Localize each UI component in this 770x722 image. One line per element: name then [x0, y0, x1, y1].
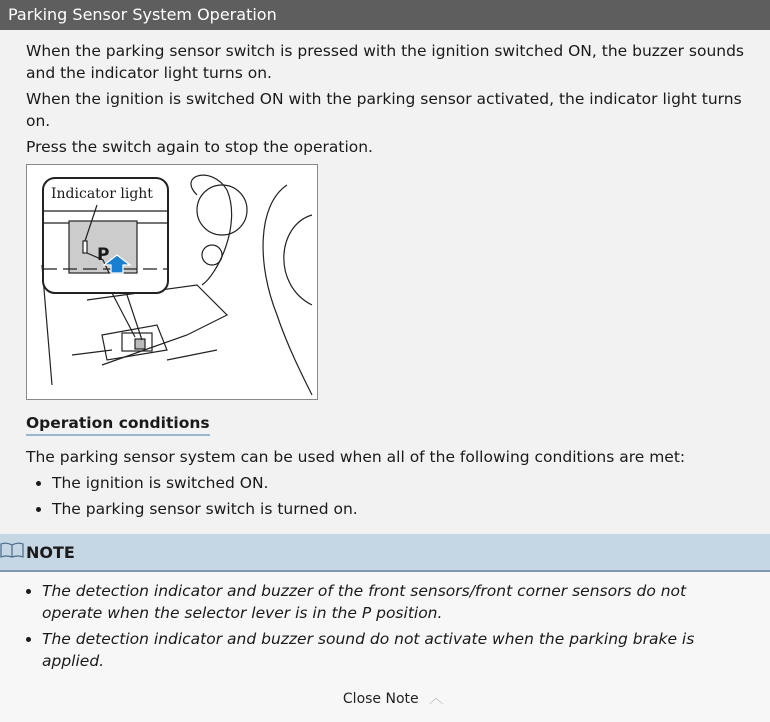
intro-paragraph: Press the switch again to stop the operation.	[26, 138, 373, 156]
list-item: • The ignition is switched ON.	[52, 472, 744, 494]
intro-paragraph: When the parking sensor switch is pressed with the ignition switched ON, the buzzer sounds and the indicator light turns on.	[26, 42, 745, 82]
section-title: Parking Sensor System Operation	[8, 5, 277, 24]
indicator-light-label: Indicator light	[51, 186, 153, 202]
section-title-bar	[0, 0, 770, 30]
conditions-list	[26, 472, 744, 520]
note-header	[0, 534, 770, 572]
parking-sensor-switch-illustration	[26, 164, 318, 400]
conditions-lead: The parking sensor system can be used when all of the following conditions are met:	[26, 448, 686, 466]
note-item: • The detection indicator and buzzer of the front sensors/front corner sensors do not operate when the selector lever is in the P position.	[42, 580, 744, 624]
operation-conditions-heading: Operation conditions	[26, 412, 210, 436]
note-title: NOTE	[26, 542, 75, 562]
chevron-up-icon: ︿	[429, 691, 444, 707]
close-note-button[interactable]	[42, 676, 744, 722]
list-item: • The parking sensor switch is turned on.	[52, 498, 744, 520]
note-item: • The detection indicator and buzzer sound do not activate when the parking brake is applied.	[42, 628, 744, 672]
p-switch-symbol: P	[97, 245, 110, 265]
note-list	[42, 580, 744, 672]
intro-paragraph: When the ignition is switched ON with the parking sensor activated, the indicator light turns on.	[26, 90, 742, 130]
close-note-label: Close Note	[342, 691, 419, 707]
book-icon	[0, 541, 26, 563]
